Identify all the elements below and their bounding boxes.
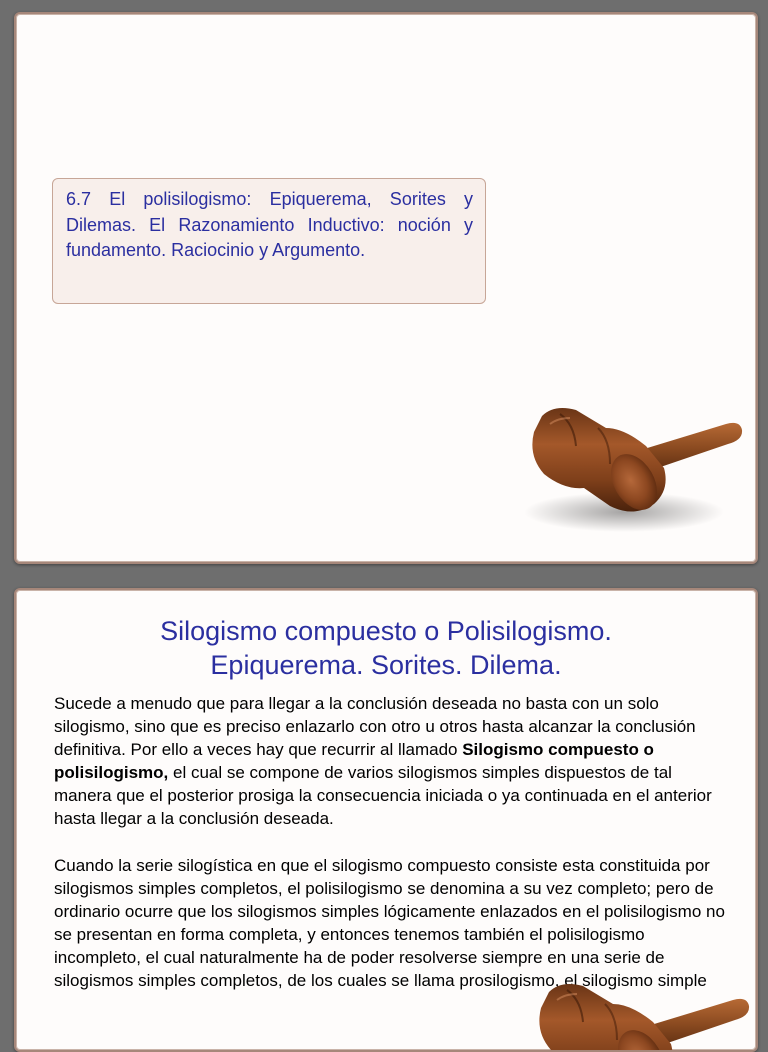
title-slide xyxy=(14,12,758,564)
paragraph-2: Cuando la serie silogística en que el silogismo compuesto consiste esta constituida por silogismos simples completos, el polisilogismo se denomina a su vez completo; pero de ordinario ocurre que los silogismos simples lógicamente enlazados en el polisilogismo no se presentan en forma completa, y entonces tenemos también el polisilogismo incompleto, el cual naturalmente ha de poder resolverse siempre en una serie de silogismos simples completos, de los cuales se llama prosilogismo, el silogismo simple xyxy=(54,856,725,990)
slide-body xyxy=(54,692,726,1016)
gavel-illustration-2 xyxy=(521,970,751,1052)
slide-title-line-1: Silogismo compuesto o Polisilogismo. xyxy=(160,616,612,646)
paragraph-1 xyxy=(54,692,726,830)
topic-box xyxy=(52,178,486,304)
paragraph-1-term: Silogismo compuesto o polisilogismo, xyxy=(54,740,654,782)
slide-title-line-2: Epiquerema. Sorites. Dilema. xyxy=(210,650,562,680)
gavel-illustration xyxy=(514,394,744,544)
paragraph-1-rest: el cual se compone de varios silogismos simples dispuestos de tal manera que el posterior prosiga la consecuencia iniciada o ya continuada en el anterior hasta llegar a la conclusión deseada. xyxy=(54,763,712,828)
paragraph-1-intro: Sucede a menudo que para llegar a la conclusión deseada no basta con un solo silogismo, sino que es preciso enlazarlo con otro u otros hasta alcanzar la conclusión definitiva. Por ello a veces hay que recurrir al llamado xyxy=(54,694,696,759)
content-slide xyxy=(14,588,758,1052)
topic-text: 6.7 El polisilogismo: Epiquerema, Sorites y Dilemas. El Razonamiento Inductivo: noción y fundamento. Raciocinio y Argumento. xyxy=(66,189,473,260)
slide-title xyxy=(16,614,756,682)
